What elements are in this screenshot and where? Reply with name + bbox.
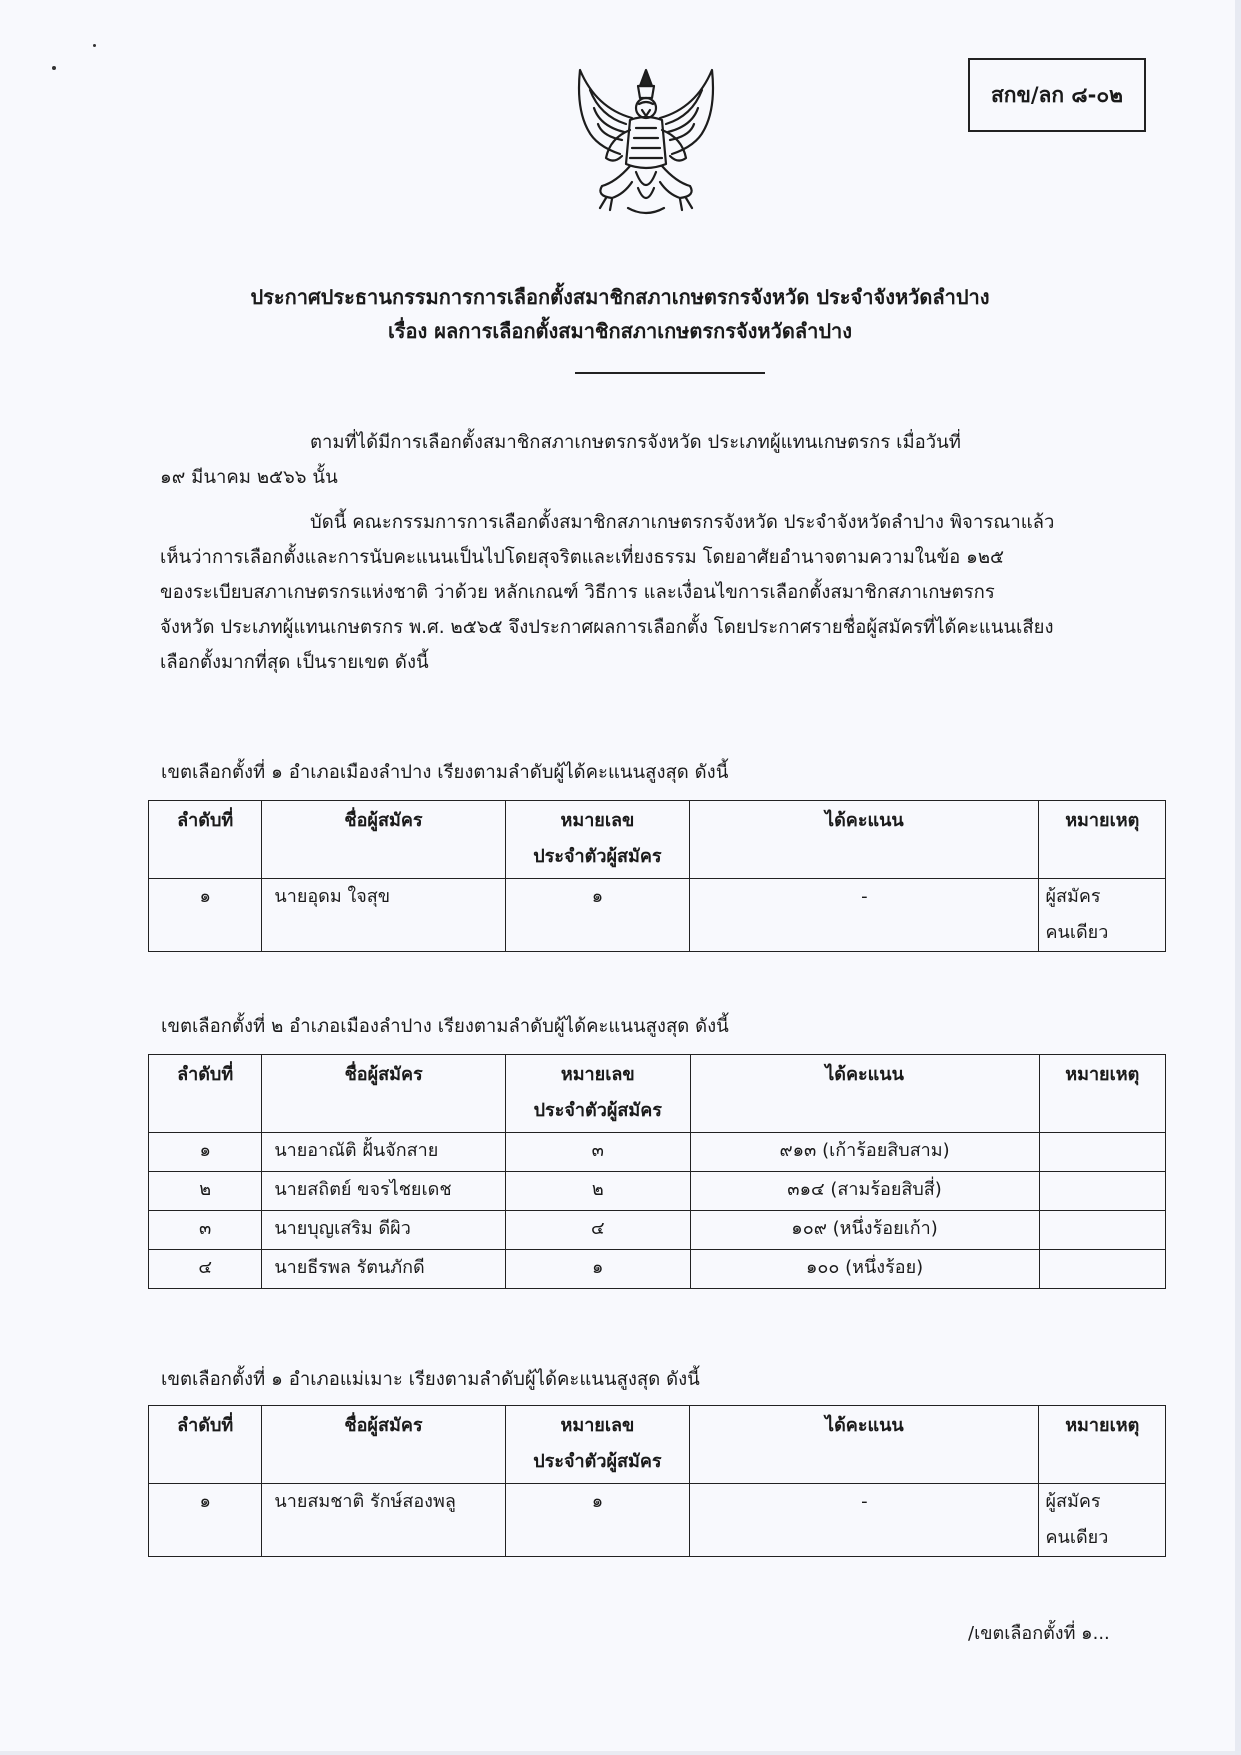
district-heading: เขตเลือกตั้งที่ ๒ อำเภอเมืองลำปาง เรียงตามลำดับผู้ได้คะแนนสูงสุด ดังนี้ xyxy=(161,1016,729,1037)
header-number xyxy=(505,1055,690,1133)
results-table xyxy=(148,1054,1166,1289)
table-header-row xyxy=(149,1055,1166,1133)
cell-number: ๑ xyxy=(505,1250,690,1289)
header-number-line2: ประจำตัวผู้สมัคร xyxy=(533,846,662,867)
district-heading: เขตเลือกตั้งที่ ๑ อำเภอแม่เมาะ เรียงตามลำดับผู้ได้คะแนนสูงสุด ดังนี้ xyxy=(161,1369,700,1390)
cell-rank: ๓ xyxy=(149,1211,262,1250)
header-votes: ได้คะแนน xyxy=(690,801,1039,879)
cell-rank: ๒ xyxy=(149,1172,262,1211)
cell-votes: ๙๑๓ (เก้าร้อยสิบสาม) xyxy=(690,1133,1039,1172)
cell-name: นายอาณัติ ฝั้นจักสาย xyxy=(262,1133,506,1172)
cell-number: ๓ xyxy=(505,1133,690,1172)
paragraph-line: เลือกตั้งมากที่สุด เป็นรายเขต ดังนี้ xyxy=(160,652,429,673)
cell-rank: ๔ xyxy=(149,1250,262,1289)
header-number-line1: หมายเลข xyxy=(560,1415,635,1436)
continuation-note: /เขตเลือกตั้งที่ ๑... xyxy=(968,1623,1110,1644)
cell-rank: ๑ xyxy=(149,1133,262,1172)
cell-remark xyxy=(1039,1211,1165,1250)
cell-remark xyxy=(1039,1484,1166,1557)
cell-remark xyxy=(1039,1172,1165,1211)
paragraph-line: ตามที่ได้มีการเลือกตั้งสมาชิกสภาเกษตรกรจังหวัด ประเภทผู้แทนเกษตรกร เมื่อวันที่ xyxy=(310,432,961,453)
table-header-row xyxy=(149,1406,1166,1484)
scan-speck xyxy=(52,66,56,70)
scan-speck xyxy=(93,44,96,47)
paragraph-line: บัดนี้ คณะกรรมการการเลือกตั้งสมาชิกสภาเกษตรกรจังหวัด ประจำจังหวัดลำปาง พิจารณาแล้ว xyxy=(310,512,1055,533)
remark-line1: ผู้สมัคร xyxy=(1045,886,1101,907)
cell-votes: ๑๐๙ (หนึ่งร้อยเก้า) xyxy=(690,1211,1039,1250)
paragraph-line: ๑๙ มีนาคม ๒๕๖๖ นั้น xyxy=(160,467,338,488)
header-number xyxy=(505,1406,690,1484)
cell-number: ๒ xyxy=(505,1172,690,1211)
cell-rank: ๑ xyxy=(149,1484,262,1557)
table-header-row xyxy=(149,801,1166,879)
table-row xyxy=(149,1172,1166,1211)
header-name: ชื่อผู้สมัคร xyxy=(262,801,505,879)
table-row xyxy=(149,1250,1166,1289)
table-row xyxy=(149,1484,1166,1557)
cell-name: นายสถิตย์ ขจรไชยเดช xyxy=(262,1172,506,1211)
cell-number: ๑ xyxy=(505,879,690,952)
header-number-line2: ประจำตัวผู้สมัคร xyxy=(533,1451,662,1472)
table-row xyxy=(149,1211,1166,1250)
form-code-box: สกข/ลก ๘-๐๒ xyxy=(968,58,1146,132)
cell-rank: ๑ xyxy=(149,879,262,952)
garuda-emblem-icon xyxy=(566,68,726,228)
announcement-subject: เรื่อง ผลการเลือกตั้งสมาชิกสภาเกษตรกรจังหวัดลำปาง xyxy=(387,319,853,343)
paragraph-line: เห็นว่าการเลือกตั้งและการนับคะแนนเป็นไปโดยสุจริตและเที่ยงธรรม โดยอาศัยอำนาจตามความในข้อ ๑๒๕ xyxy=(160,547,1005,568)
cell-votes: - xyxy=(690,879,1039,952)
header-remark: หมายเหตุ xyxy=(1039,801,1166,879)
paragraph-2 xyxy=(160,505,1136,680)
cell-votes: ๑๐๐ (หนึ่งร้อย) xyxy=(690,1250,1039,1289)
cell-number: ๑ xyxy=(505,1484,690,1557)
announcement-title: ประกาศประธานกรรมการการเลือกตั้งสมาชิกสภาเกษตรกรจังหวัด ประจำจังหวัดลำปาง xyxy=(250,285,990,309)
cell-number: ๔ xyxy=(505,1211,690,1250)
paragraph-line: จังหวัด ประเภทผู้แทนเกษตรกร พ.ศ. ๒๕๖๕ จึงประกาศผลการเลือกตั้ง โดยประกาศรายชื่อผู้สมัครที่ได้คะแนนเสียง xyxy=(160,617,1054,638)
header-rank: ลำดับที่ xyxy=(149,1406,262,1484)
header-remark: หมายเหตุ xyxy=(1039,1055,1165,1133)
header-name: ชื่อผู้สมัคร xyxy=(262,1055,506,1133)
district-heading: เขตเลือกตั้งที่ ๑ อำเภอเมืองลำปาง เรียงตามลำดับผู้ได้คะแนนสูงสุด ดังนี้ xyxy=(161,762,729,783)
cell-votes: ๓๑๔ (สามร้อยสิบสี่) xyxy=(690,1172,1039,1211)
title-underline xyxy=(575,372,765,374)
paragraph-1 xyxy=(160,425,1136,495)
remark-line2: คนเดียว xyxy=(1045,922,1109,943)
header-number xyxy=(505,801,690,879)
table-row xyxy=(149,1133,1166,1172)
header-number-line1: หมายเลข xyxy=(560,1064,635,1085)
cell-name: นายบุญเสริม ดีผิว xyxy=(262,1211,506,1250)
header-rank: ลำดับที่ xyxy=(149,1055,262,1133)
header-number-line1: หมายเลข xyxy=(560,810,635,831)
paragraph-line: ของระเบียบสภาเกษตรกรแห่งชาติ ว่าด้วย หลักเกณฑ์ วิธีการ และเงื่อนไขการเลือกตั้งสมาชิกสภาเกษตรกร xyxy=(160,582,995,603)
remark-line2: คนเดียว xyxy=(1045,1527,1109,1548)
cell-name: นายสมชาติ รักษ์สองพลู xyxy=(262,1484,505,1557)
cell-remark xyxy=(1039,1250,1165,1289)
header-votes: ได้คะแนน xyxy=(690,1055,1039,1133)
cell-votes: - xyxy=(690,1484,1039,1557)
cell-remark xyxy=(1039,879,1166,952)
header-remark: หมายเหตุ xyxy=(1039,1406,1166,1484)
header-rank: ลำดับที่ xyxy=(149,801,262,879)
header-number-line2: ประจำตัวผู้สมัคร xyxy=(533,1100,662,1121)
results-table xyxy=(148,800,1166,952)
cell-name: นายอุดม ใจสุข xyxy=(262,879,505,952)
cell-remark xyxy=(1039,1133,1165,1172)
table-row xyxy=(149,879,1166,952)
remark-line1: ผู้สมัคร xyxy=(1045,1491,1101,1512)
results-table xyxy=(148,1405,1166,1557)
cell-name: นายธีรพล รัตนภักดี xyxy=(262,1250,506,1289)
header-name: ชื่อผู้สมัคร xyxy=(262,1406,505,1484)
header-votes: ได้คะแนน xyxy=(690,1406,1039,1484)
